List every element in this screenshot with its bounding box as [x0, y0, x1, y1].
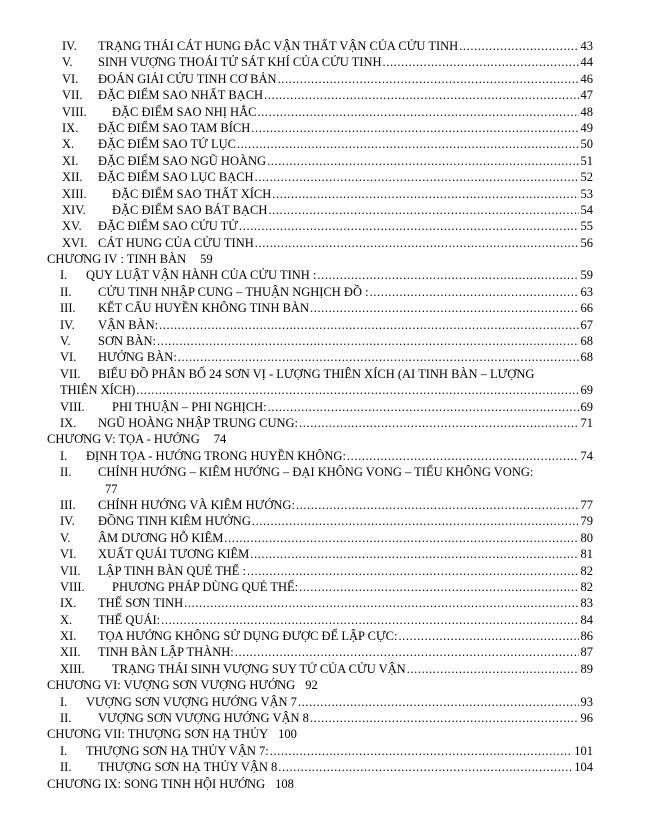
toc-chapter-heading [0, 726, 651, 742]
toc-entry-page: 59 [580, 268, 593, 283]
toc-entry-number: VI. [60, 350, 77, 365]
toc-entry-title: ĐẶC ĐIỂM SAO NHỊ HẮC [112, 104, 257, 119]
toc-entry [0, 54, 651, 70]
dot-leader [370, 284, 579, 300]
toc-entry-title: PHƯƠNG PHÁP DÙNG QUẺ THẾ: [112, 579, 299, 594]
toc-entry-page: 50 [580, 137, 593, 152]
toc-entry [0, 38, 651, 54]
toc-entry-number: I. [60, 268, 68, 283]
toc-entry [0, 759, 651, 775]
toc-entry-number: II. [60, 465, 72, 480]
toc-entry-page: 49 [580, 120, 593, 135]
toc-entry-page: 81 [580, 547, 593, 562]
toc-entry-page: 89 [580, 661, 593, 676]
toc-entry-number: XIV. [62, 202, 86, 217]
toc-entry-page: 69 [580, 383, 593, 398]
toc-entry-number: III. [60, 301, 76, 316]
toc-entry-title: NGŨ HOÀNG NHẬP TRUNG CUNG: [98, 416, 299, 430]
toc-entry-title: SINH VƯỢNG THOÁI TỬ SÁT KHÍ CỦA CỬU TINH [98, 55, 382, 70]
toc-entry-page: 66 [580, 301, 593, 316]
toc-entry-number: I. [60, 743, 68, 758]
dot-leader [161, 612, 578, 628]
chapter-page: 92 [305, 678, 318, 693]
toc-entry-title: ĐẶC ĐIỂM SAO TAM BÍCH [98, 120, 251, 135]
dot-leader [159, 317, 578, 333]
toc-entry-number: VIII. [60, 579, 85, 594]
toc-entry [0, 153, 651, 169]
toc-entry [0, 349, 651, 365]
toc-entry-number: IX. [62, 120, 79, 135]
toc-entry-number: VIII. [62, 104, 87, 119]
toc-entry-page: 46 [580, 71, 593, 86]
toc-entry-title: THẾ SƠN TINH [98, 596, 184, 611]
dot-leader [184, 595, 578, 611]
dot-leader [255, 235, 579, 251]
toc-entry [0, 202, 651, 218]
toc-entry-number: XII. [62, 170, 83, 185]
toc-entry-number: V. [60, 530, 71, 545]
toc-entry-title: SƠN BÀN: [98, 334, 156, 349]
chapter-page: 100 [278, 727, 297, 742]
dot-leader [267, 153, 578, 169]
dot-leader [407, 661, 579, 677]
toc-chapter-heading [0, 776, 651, 792]
dot-leader [237, 136, 579, 152]
toc-entry-number: XI. [62, 153, 79, 168]
toc-entry [0, 628, 651, 644]
toc-entry-page: 71 [580, 416, 593, 430]
toc-entry-number: XVI. [62, 235, 88, 250]
dot-leader [299, 579, 578, 595]
toc-entry-page: 74 [580, 448, 593, 463]
toc-entry [0, 710, 651, 726]
toc-entry [0, 579, 651, 595]
chapter-page: 59 [200, 252, 213, 267]
chapter-page: 74 [213, 432, 227, 447]
toc-entry-title: BIỂU ĐỒ PHÂN BỐ 24 SƠN VỊ - LƯỢNG THIÊN XÍCH (AI TINH BÀN – LƯỢNG [98, 366, 535, 381]
toc-entry-number: IX. [60, 416, 77, 430]
toc-entry-title: QUY LUẬT VẬN HÀNH CỦA CỬU TINH : [86, 268, 317, 283]
toc-entry [0, 120, 651, 136]
toc-entry-number: III. [60, 497, 76, 512]
toc-entry-page: 69 [580, 399, 593, 414]
toc-entry-page: 101 [574, 743, 593, 758]
toc-entry-page: 83 [580, 596, 593, 611]
toc-entry-number: XIII. [62, 186, 87, 201]
toc-entry [0, 415, 651, 431]
toc-entry-number: XIII. [60, 661, 85, 676]
dot-leader [178, 349, 579, 365]
toc-entry-page: 82 [580, 563, 593, 578]
toc-entry-title: CHÍNH HƯỚNG – KIÊM HƯỚNG – ĐẠI KHÔNG VONG – TIỂU KHÔNG VONG: [98, 465, 534, 480]
toc-entry-page: 43 [580, 39, 593, 53]
toc-entry-title: ÂM DƯƠNG HỖ KIÊM [98, 530, 224, 545]
toc-entry-number: VI. [60, 547, 77, 562]
toc-entry-number: IV. [62, 39, 77, 53]
toc-entry [0, 300, 651, 316]
toc-entry [0, 366, 651, 399]
toc-entry [0, 186, 651, 202]
dot-leader [247, 563, 578, 579]
dot-leader [459, 38, 578, 54]
toc-entry [0, 104, 651, 120]
chapter-title: CHƯƠNG IV : TINH BÀN [47, 252, 187, 267]
toc-entry [0, 661, 651, 677]
toc-entry-page: 48 [580, 104, 593, 119]
toc-entry-page: 68 [580, 334, 593, 349]
dot-leader [317, 267, 578, 283]
toc-entry-number: IV. [60, 514, 75, 529]
toc-entry-number: XII. [60, 645, 81, 660]
toc-entry-number: V. [62, 55, 73, 70]
toc-entry-page: 52 [580, 170, 593, 185]
toc-entry-title: VƯỢNG SƠN VƯỢNG HƯỚNG VẬN 7 [86, 694, 297, 709]
toc-entry-title: THẾ QUÁI: [98, 612, 161, 627]
dot-leader [347, 448, 579, 464]
toc-entry-title: TRẠNG THÁI SINH VƯỢNG SUY TỬ CỦA CỬU VẬN [112, 661, 406, 676]
toc-entry [0, 530, 651, 546]
dot-leader [278, 759, 572, 775]
toc-entry [0, 87, 651, 103]
dot-leader [310, 300, 579, 316]
toc-entry [0, 136, 651, 152]
dot-leader [270, 743, 573, 759]
toc-entry [0, 497, 651, 513]
toc-entry-number: X. [62, 137, 75, 152]
toc-entry-page: 47 [580, 88, 593, 103]
dot-leader [257, 104, 578, 120]
toc-entry-page: 84 [580, 612, 593, 627]
toc-entry-title: TINH BÀN LẬP THÀNH: [98, 645, 234, 660]
toc-entry [0, 267, 651, 283]
toc-entry-page: 77 [105, 481, 118, 496]
toc-entry-title: CHÍNH HƯỚNG VÀ KIÊM HƯỚNG: [98, 497, 295, 512]
chapter-title: CHƯƠNG IX: SONG TINH HỘI HƯỚNG [47, 776, 266, 791]
toc-entry-number: I. [60, 448, 68, 463]
toc-entry [0, 218, 651, 234]
dot-leader [299, 415, 578, 431]
toc-entry [0, 694, 651, 710]
dot-leader [398, 628, 578, 644]
toc-entry-page: 104 [574, 760, 593, 775]
toc-entry-title: ĐẶC ĐIỂM SAO NHẤT BẠCH [98, 88, 264, 103]
toc-chapter-heading [0, 677, 651, 693]
toc-chapter-heading [0, 431, 651, 447]
dot-leader [136, 382, 578, 398]
toc-entry-number: VI. [62, 71, 79, 86]
toc-entry-page: 79 [580, 514, 593, 529]
dot-leader [278, 71, 579, 87]
toc-entry [0, 448, 651, 464]
toc-entry [0, 612, 651, 628]
toc-entry-number: X. [60, 612, 73, 627]
toc-entry [0, 284, 651, 300]
toc-entry-title: HƯỚNG BÀN: [98, 350, 177, 365]
toc-entry-title: PHI THUẬN – PHI NGHỊCH: [112, 399, 267, 414]
toc-entry-title: TRẠNG THÁI CÁT HUNG ĐẮC VẬN THẤT VẬN CỦA CỬU TINH [98, 39, 459, 53]
toc-entry-page: 86 [580, 629, 593, 644]
dot-leader [296, 497, 579, 513]
toc-entry-title: ĐỒNG TINH KIÊM HƯỚNG [98, 514, 251, 529]
toc-entry-number: V. [60, 334, 71, 349]
dot-leader [252, 513, 579, 529]
dot-leader [268, 399, 579, 415]
toc-entry-title: ĐẶC ĐIỂM SAO CỬU TỬ [98, 219, 239, 234]
toc-entry-title: ĐOÁN GIẢI CỬU TINH CƠ BẢN [98, 71, 277, 86]
toc-chapter-heading [0, 251, 651, 267]
toc-entry-title: LẬP TINH BÀN QUẺ THẾ : [98, 563, 247, 578]
dot-leader [157, 333, 579, 349]
toc-entry-number: XV. [62, 219, 82, 234]
toc-entry-page: 82 [580, 579, 593, 594]
toc-entry [0, 333, 651, 349]
toc-entry-title-continued: THIÊN XÍCH) [60, 383, 136, 398]
toc-entry-number: II. [60, 284, 72, 299]
toc-entry [0, 644, 651, 660]
chapter-title: CHƯƠNG VI: VƯỢNG SƠN VƯỢNG HƯỚNG [47, 678, 296, 693]
toc-entry-number: II. [60, 760, 72, 775]
dot-leader [264, 87, 578, 103]
toc-entry-page: 77 [580, 497, 593, 512]
toc-entry-page: 63 [580, 284, 593, 299]
toc-entry-title: ĐỊNH TỌA - HƯỚNG TRONG HUYỀN KHÔNG: [86, 448, 346, 463]
toc-entry-number: I. [60, 694, 68, 709]
toc-entry [0, 546, 651, 562]
toc-entry [0, 563, 651, 579]
toc-entry-page: 80 [580, 530, 593, 545]
toc-entry-page: 93 [580, 694, 593, 709]
dot-leader [250, 546, 578, 562]
dot-leader [272, 186, 578, 202]
toc-entry [0, 235, 651, 251]
toc-entry-number: II. [60, 711, 72, 726]
dot-leader [383, 54, 579, 70]
toc-entry-number: IX. [60, 596, 77, 611]
dot-leader [224, 530, 578, 546]
toc-entry-page: 96 [580, 711, 593, 726]
toc-entry-page: 67 [580, 317, 593, 332]
toc-entry-title: THƯỢNG SƠN HẠ THỦY VẬN 8 [98, 760, 278, 775]
toc-entry-page: 53 [580, 186, 593, 201]
dot-leader [251, 120, 578, 136]
dot-leader [255, 169, 579, 185]
toc-entry [0, 169, 651, 185]
dot-leader [298, 694, 579, 710]
toc-entry [0, 513, 651, 529]
dot-leader [268, 202, 578, 218]
toc-entry [0, 317, 651, 333]
toc-entry [0, 743, 651, 759]
toc-entry-title: THƯỢNG SƠN HẠ THỦY VẬN 7: [86, 743, 269, 758]
toc-entry-number: VII. [60, 366, 81, 381]
toc-entry-page: 87 [580, 645, 593, 660]
toc-entry-title: VẬN BÀN: [98, 317, 159, 332]
toc-entry-title: KẾT CẤU HUYỀN KHÔNG TINH BÀN [98, 301, 309, 316]
toc-entry-title: VƯỢNG SƠN VƯỢNG HƯỚNG VẬN 8 [98, 711, 309, 726]
toc-entry-title: CÁT HUNG CỦA CỬU TINH [98, 235, 254, 250]
chapter-title: CHƯƠNG V: TỌA - HƯỚNG [47, 432, 200, 447]
toc-entry-title: CỬU TINH NHẬP CUNG – THUẬN NGHỊCH ĐỒ : [98, 284, 369, 299]
chapter-page: 108 [275, 776, 294, 791]
dot-leader [310, 710, 579, 726]
toc-entry [0, 399, 651, 415]
chapter-title: CHƯƠNG VII: THƯỢNG SƠN HẠ THỦY [47, 727, 269, 742]
toc-entry-title: ĐẶC ĐIỂM SAO LỤC BẠCH [98, 170, 254, 185]
toc-entry-page: 56 [580, 235, 593, 250]
toc-entry-title: ĐẶC ĐIỂM SAO TỨ LỤC [98, 137, 236, 152]
toc-entry-page: 55 [580, 219, 593, 234]
table-of-contents [0, 38, 651, 792]
toc-entry-number: VIII. [60, 399, 85, 414]
toc-entry-number: VII. [60, 563, 81, 578]
toc-entry-number: XI. [60, 629, 77, 644]
toc-entry-page: 51 [580, 153, 593, 168]
toc-entry-title: ĐẶC ĐIỂM SAO BÁT BẠCH [112, 202, 268, 217]
dot-leader [235, 644, 579, 660]
toc-entry-number: IV. [60, 317, 75, 332]
toc-entry-page: 54 [580, 202, 593, 217]
toc-entry-title: XUẤT QUÁI TƯƠNG KIÊM [98, 547, 250, 562]
toc-entry-title: ĐẶC ĐIỂM SAO NGŨ HOÀNG [98, 153, 267, 168]
toc-entry [0, 464, 651, 497]
toc-entry-number: VII. [62, 88, 83, 103]
toc-entry-page: 68 [580, 350, 593, 365]
toc-entry-page: 44 [580, 55, 593, 70]
toc-entry-title: ĐẶC ĐIỂM SAO THẤT XÍCH [112, 186, 272, 201]
toc-entry [0, 595, 651, 611]
toc-entry-title: TỌA HƯỚNG KHÔNG SỬ DỤNG ĐƯỢC ĐỂ LẬP CỰC: [98, 629, 398, 644]
dot-leader [239, 218, 578, 234]
toc-entry [0, 71, 651, 87]
